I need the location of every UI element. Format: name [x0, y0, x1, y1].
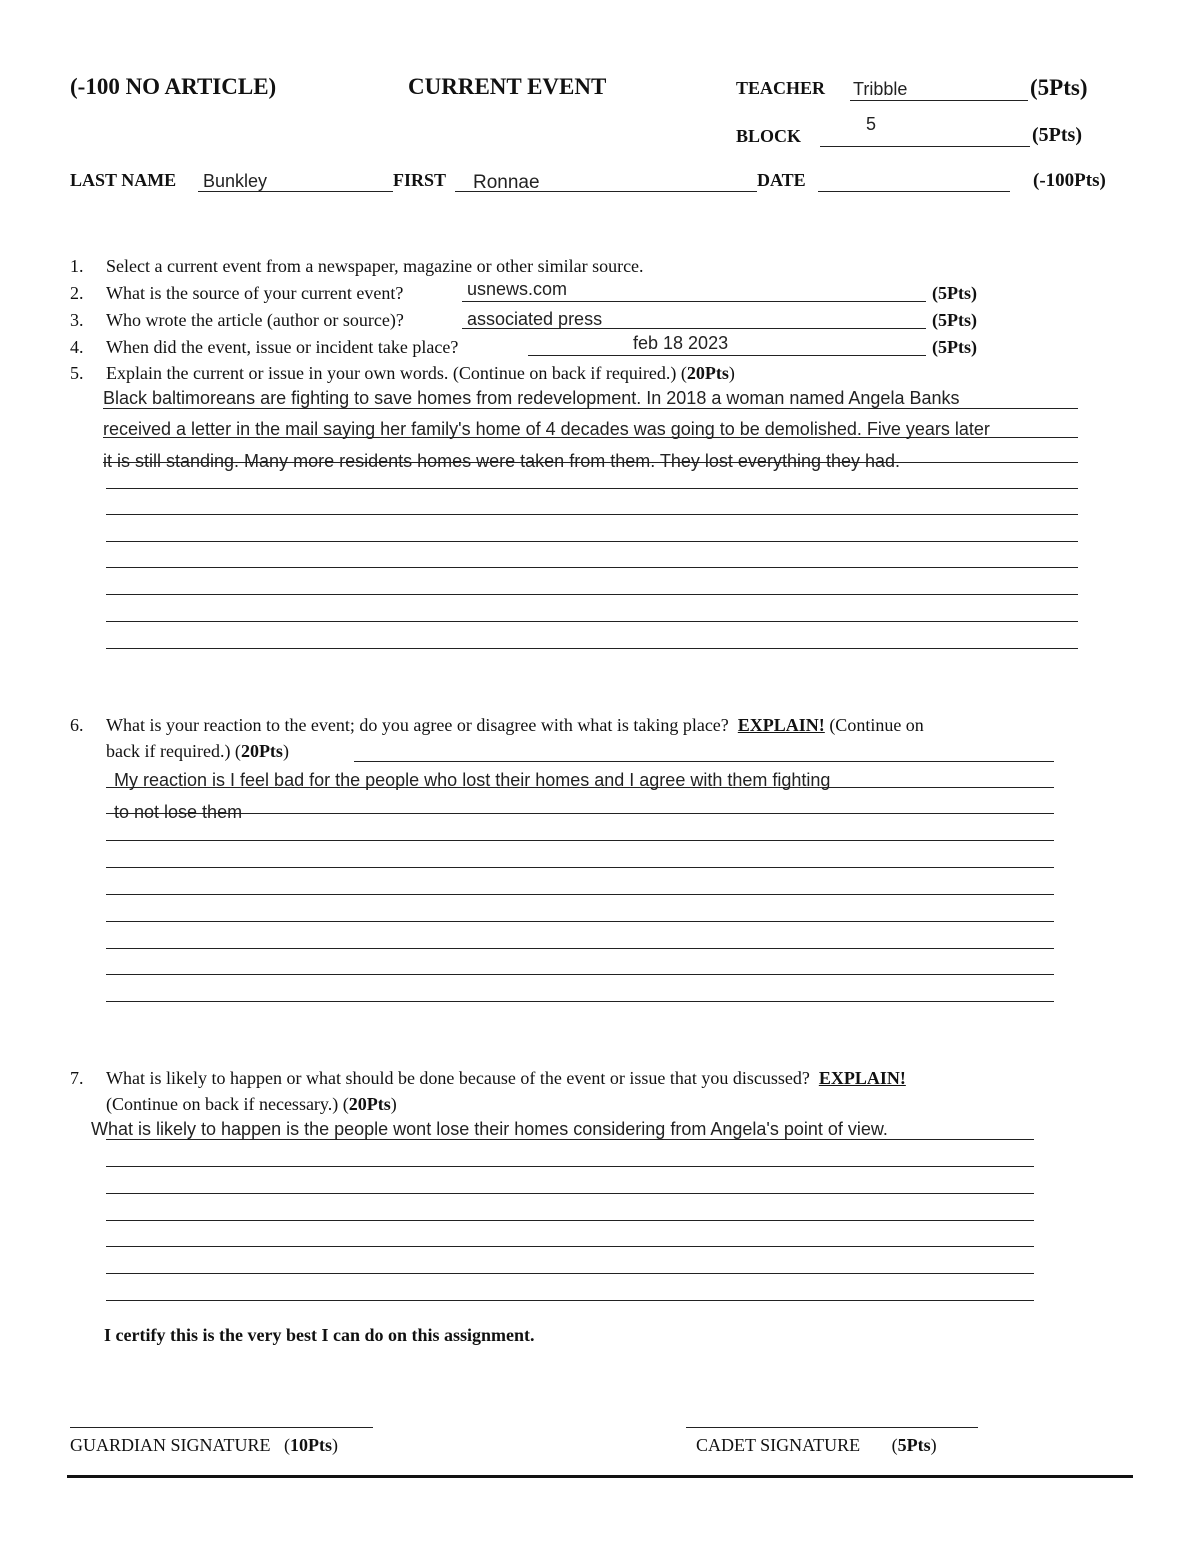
- page-title: CURRENT EVENT: [408, 74, 607, 99]
- question-5-answer-line-1[interactable]: Black baltimoreans are fighting to save homes from redevelopment. In 2018 a woman named Angela Banks: [103, 388, 960, 408]
- answer-line: [106, 787, 1054, 788]
- question-4-number: 4.: [70, 337, 84, 357]
- question-4-points: (5Pts): [932, 337, 977, 357]
- answer-line: [106, 1300, 1034, 1301]
- bottom-rule: [67, 1475, 1133, 1478]
- answer-line: [106, 541, 1078, 542]
- answer-line: [106, 1193, 1034, 1194]
- teacher-points: (5Pts): [1030, 75, 1088, 100]
- guardian-signature-line[interactable]: [70, 1427, 373, 1428]
- question-2-answer[interactable]: usnews.com: [467, 279, 568, 299]
- block-underline: [820, 146, 1030, 147]
- block-field[interactable]: 5: [866, 114, 877, 134]
- cadet-points: 5Pts: [897, 1435, 931, 1455]
- answer-line: [106, 948, 1054, 949]
- answer-line: [106, 567, 1078, 568]
- question-3-points: (5Pts): [932, 310, 977, 330]
- question-4-answer[interactable]: feb 18 2023: [633, 333, 729, 353]
- guardian-points: 10Pts: [290, 1435, 332, 1455]
- date-label: DATE: [757, 170, 806, 190]
- question-7-line-2: (Continue on back if necessary.) (20Pts): [106, 1094, 397, 1114]
- question-2-underline: [462, 301, 926, 302]
- answer-line: [103, 462, 1078, 463]
- answer-line: [106, 1139, 1034, 1140]
- question-6: [70, 715, 924, 736]
- guardian-signature-label: GUARDIAN SIGNATURE (10Pts): [70, 1435, 338, 1455]
- answer-line: [106, 621, 1078, 622]
- cadet-signature-line[interactable]: [686, 1427, 978, 1428]
- question-3-number: 3.: [70, 310, 84, 330]
- question-5-answer-line-3[interactable]: it is still standing. Many more residents homes were taken from them. They lost everything they had.: [103, 451, 901, 471]
- block-points: (5Pts): [1032, 124, 1082, 146]
- answer-line: [106, 813, 1054, 814]
- date-points: (-100Pts): [1033, 170, 1106, 191]
- answer-line: [103, 408, 1078, 409]
- date-underline: [818, 191, 1010, 192]
- block-label: BLOCK: [736, 126, 802, 146]
- teacher-label: TEACHER: [736, 78, 826, 98]
- no-article-note: (-100 NO ARTICLE): [70, 74, 277, 99]
- question-4-underline: [528, 355, 926, 356]
- question-5: 5. Explain the current or issue in your own words. (Continue on back if required.) (20Pts): [70, 363, 735, 383]
- question-6-answer-line-1[interactable]: My reaction is I feel bad for the people who lost their homes and I agree with them fighting: [114, 770, 831, 790]
- question-1: [70, 256, 644, 277]
- answer-line: [106, 594, 1078, 595]
- question-3-text: Who wrote the article (author or source)?: [106, 310, 404, 330]
- answer-line: [106, 921, 1054, 922]
- question-7-number: 7.: [70, 1068, 84, 1088]
- answer-line: [106, 1246, 1034, 1247]
- first-name-field[interactable]: Ronnae: [473, 172, 540, 193]
- answer-line: [106, 1001, 1054, 1002]
- question-3: [70, 310, 404, 331]
- answer-line: [103, 437, 1078, 438]
- answer-line: [106, 840, 1054, 841]
- last-name-field[interactable]: Bunkley: [203, 171, 268, 191]
- answer-line: [106, 648, 1078, 649]
- question-7-explain: EXPLAIN!: [818, 1068, 906, 1088]
- answer-line: [106, 514, 1078, 515]
- question-2-text: What is the source of your current event?: [106, 283, 404, 303]
- last-name-label: LAST NAME: [70, 170, 177, 190]
- question-3-answer[interactable]: associated press: [467, 309, 603, 329]
- question-5-text: Explain the current or issue in your own words. (Continue on back if required.) (: [106, 363, 687, 383]
- teacher-field[interactable]: Tribble: [853, 79, 908, 99]
- question-4: [70, 337, 458, 358]
- question-6-continue: (Continue on: [829, 715, 924, 735]
- certification-statement: I certify this is the very best I can do on this assignment.: [104, 1325, 535, 1345]
- question-2-points: (5Pts): [932, 283, 977, 303]
- answer-line: [106, 1166, 1034, 1167]
- question-6-number: 6.: [70, 715, 84, 735]
- cadet-signature-label: CADET SIGNATURE (5Pts): [696, 1435, 937, 1455]
- answer-line: [106, 894, 1054, 895]
- question-2-number: 2.: [70, 283, 84, 303]
- question-5-points: 20Pts: [686, 363, 729, 383]
- question-1-number: 1.: [70, 256, 84, 276]
- question-2: [70, 283, 403, 304]
- question-3-underline: [462, 328, 926, 329]
- question-1-text: Select a current event from a newspaper, magazine or other similar source.: [106, 256, 644, 276]
- question-7: [70, 1068, 906, 1089]
- question-5-number: 5.: [70, 363, 84, 383]
- question-4-text: When did the event, issue or incident take place?: [106, 337, 459, 357]
- question-5-answer-line-2[interactable]: received a letter in the mail saying her family's home of 4 decades was going to be demolished. Five years later: [103, 419, 990, 439]
- question-6-points: 20Pts: [240, 741, 283, 761]
- first-name-underline: [455, 191, 757, 192]
- question-7-text: What is likely to happen or what should be done because of the event or issue that you discussed?: [106, 1068, 810, 1088]
- answer-line: [354, 761, 1054, 762]
- question-6-answer-line-2[interactable]: to not lose them: [114, 802, 243, 822]
- answer-line: [106, 1220, 1034, 1221]
- question-7-points: 20Pts: [348, 1094, 391, 1114]
- question-6-line-2: back if required.) (20Pts): [106, 741, 289, 761]
- answer-line: [106, 1273, 1034, 1274]
- answer-line: [106, 867, 1054, 868]
- teacher-underline: [850, 100, 1028, 101]
- question-6-explain: EXPLAIN!: [737, 715, 825, 735]
- first-name-label: FIRST: [393, 170, 447, 190]
- question-7-answer-line-1[interactable]: What is likely to happen is the people wont lose their homes considering from Angela's point of view.: [91, 1119, 888, 1139]
- last-name-underline: [198, 191, 393, 192]
- answer-line: [106, 974, 1054, 975]
- question-6-text: What is your reaction to the event; do you agree or disagree with what is taking place?: [106, 715, 729, 735]
- answer-line: [106, 488, 1078, 489]
